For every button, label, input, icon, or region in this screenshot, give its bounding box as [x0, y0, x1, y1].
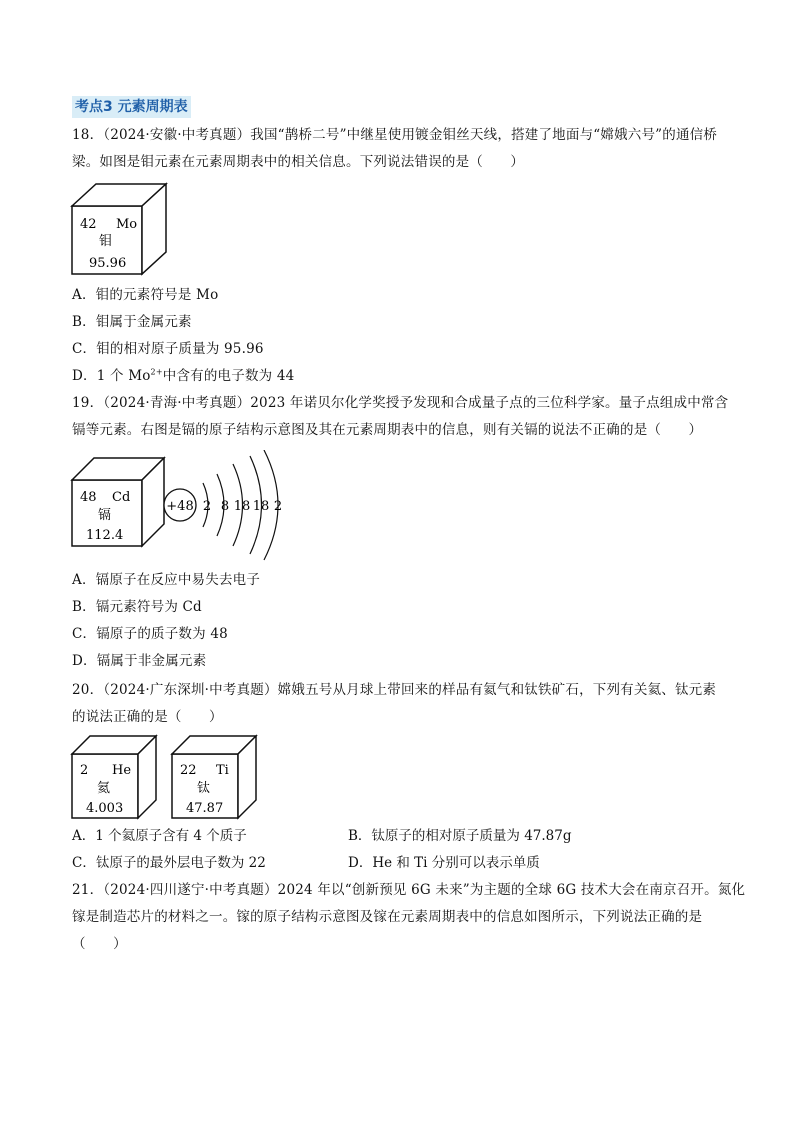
q20-element-cell-helium [70, 734, 160, 822]
q21-stem-line2: 镓是制造芯片的材料之一。镓的原子结构示意图及镓在元素周期表中的信息如图所示，下列说法正确的是 [72, 909, 703, 925]
q20-option-b: B．钛原子的相对原子质量为 47.87g [348, 828, 572, 844]
q19-stem-line1: 19．（2024·青海·中考真题）2023 年诺贝尔化学奖授予发现和合成量子点的三位科学家。量子点组成中常含 [72, 395, 729, 411]
q18-stem-line2: 梁。如图是钼元素在元素周期表中的相关信息。下列说法错误的是（ ） [72, 154, 525, 170]
q18-atomic-mass: 95.96 [89, 256, 127, 271]
q20-ti-element-symbol: Ti [216, 763, 229, 778]
q19-element-symbol: Cd [112, 490, 131, 505]
q20-stem-line2: 的说法正确的是（ ） [72, 709, 223, 725]
q20-option-d: D．He 和 Ti 分别可以表示单质 [348, 855, 540, 871]
q19-option-b: B．镉元素符号为 Cd [72, 599, 202, 615]
q18-option-d-suffix: 中含有的电子数为 44 [162, 368, 295, 384]
q18-element-name: 钼 [99, 234, 113, 249]
q20-ti-element-name: 钛 [197, 781, 211, 796]
q21-stem-line1: 21．（2024·四川遂宁·中考真题）2024 年以“创新预见 6G 未来”为主题的全球 6G 技术大会在南京召开。氮化 [72, 882, 746, 898]
q19-atomic-number: 48 [80, 490, 97, 505]
section-title: 考点3 元素周期表 [72, 96, 191, 118]
q19-element-cell-cadmium [72, 458, 164, 546]
q20-he-atomic-number: 2 [80, 763, 89, 778]
q18-option-d-charge: 2+ [150, 367, 163, 377]
q19-stem-line2: 镉等元素。右图是镉的原子结构示意图及其在元素周期表中的信息，则有关镉的说法不正确的是（ ） [72, 422, 703, 438]
q19-shell-electrons-2: 8 [220, 499, 230, 514]
q20-ti-atomic-mass: 47.87 [186, 801, 224, 816]
q18-option-b: B．钼属于金属元素 [72, 314, 192, 330]
q19-option-a: A．镉原子在反应中易失去电子 [72, 572, 261, 588]
q20-he-element-name: 氦 [97, 781, 111, 796]
q18-option-d [72, 366, 294, 386]
q18-option-c: C．钼的相对原子质量为 95.96 [72, 341, 264, 357]
q19-option-c: C．镉原子的质子数为 48 [72, 626, 228, 642]
q19-atom-structure-diagram [164, 450, 282, 560]
q18-atomic-number: 42 [80, 217, 97, 232]
q18-option-a: A．钼的元素符号是 Mo [72, 287, 219, 303]
q19-option-d: D．镉属于非金属元素 [72, 653, 207, 669]
q20-he-atomic-mass: 4.003 [86, 801, 124, 816]
q20-option-c: C．钛原子的最外层电子数为 22 [72, 855, 266, 871]
q20-option-a: A．1 个氦原子含有 4 个质子 [72, 828, 247, 844]
q18-element-symbol: Mo [116, 217, 138, 232]
q18-option-d-prefix: D．1 个 Mo [72, 368, 151, 384]
q19-shell-electrons-5: 2 [273, 499, 283, 514]
q20-ti-atomic-number: 22 [180, 763, 197, 778]
q21-stem-line3: （ ） [72, 936, 127, 952]
q19-shell-electrons-1: 2 [202, 499, 212, 514]
q20-he-element-symbol: He [112, 763, 132, 778]
q19-shell-electrons-4: 18 [252, 499, 270, 514]
q20-stem-line1: 20．（2024·广东深圳·中考真题）嫦娥五号从月球上带回来的样品有氦气和钛铁矿石，下列有关氦、钛元素 [72, 682, 717, 698]
q19-cadmium-figure [70, 450, 290, 562]
q19-element-name: 镉 [98, 508, 112, 523]
q19-atomic-mass: 112.4 [86, 528, 124, 543]
q18-element-cell-molybdenum [70, 182, 170, 278]
q20-element-cell-titanium [170, 734, 260, 822]
q19-shell-electrons-3: 18 [233, 499, 251, 514]
q19-nucleus-charge: +48 [166, 499, 194, 514]
q18-stem-line1: 18．（2024·安徽·中考真题）我国“鹊桥二号”中继星使用镀金钼丝天线，搭建了地面与“嫦娥六号”的通信桥 [72, 127, 718, 143]
